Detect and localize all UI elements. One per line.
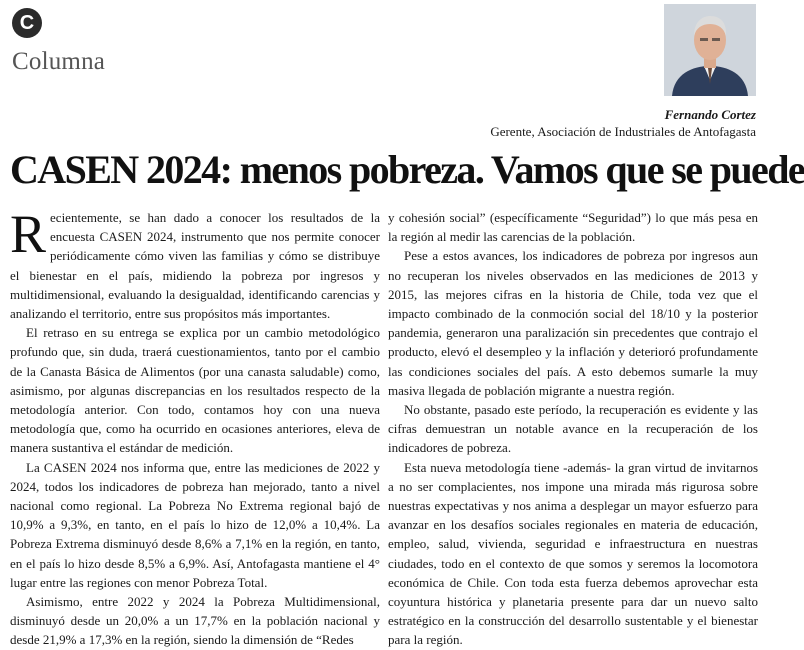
article-paragraph (10, 204, 380, 323)
headline: CASEN 2024: menos pobreza. Vamos que se puede (10, 147, 804, 192)
dropcap: R (10, 204, 47, 264)
author-portrait-icon (664, 4, 756, 96)
paragraph-text: ecientemente, se han dado a conocer los resultados de la encuesta CASEN 2024, instrumento que nos permite conocer periódicamente cómo viven las familias y cómo se distribuye el bienestar en el país, midiendo la pobreza por ingresos y multidimensional, evaluando la desigualdad, identificando carencias y analizando el territorio, entre sus propósitos más importantes. (10, 210, 380, 322)
article-paragraph: La CASEN 2024 nos informa que, entre las mediciones de 2022 y 2024, todos los indicadores de pobreza han mejorado, tanto a nivel nacional como regional. La Pobreza No Extrema regional bajó de 10,9% a 9,3%, en tanto, en el país lo hizo de 12,0% a 10,4%. La Pobreza Extrema disminuyó desde 8,6% a 7,1% en la región, en tanto, en el país lo hizo desde 8,5% a 6,9%. Así, Antofagasta mantiene el 4° lugar entre las regiones con menor Pobreza Total. (10, 459, 380, 590)
section-label: Columna (12, 48, 106, 75)
author-photo (664, 4, 756, 96)
article-paragraph: El retraso en su entrega se explica por un cambio metodológico profundo que, sin duda, traerá cuestionamientos, tanto por el cambio de la Canasta Básica de Alimentos (por una canasta saludable) como, asimismo, por algunas discrepancias en los resultados respecto de la metodología anterior. Con todo, contamos hoy con una nueva metodología que, como ha ocurrido en ocasiones anteriores, eleva de manera sustantiva el estándar de medición. (10, 325, 380, 456)
article-paragraph: No obstante, pasado este período, la recuperación es evidente y las cifras demuestran un notable avance en la recuperación de los indicadores de pobreza. (388, 402, 758, 456)
article-column-right (388, 208, 758, 650)
author-name: Fernando Cortez (664, 107, 756, 122)
article-column-left (10, 204, 380, 650)
author-role: Gerente, Asociación de Industriales de Antofagasta (490, 124, 756, 139)
article-paragraph: Esta nueva metodología tiene -además- la gran virtud de invitarnos a no ser complacientes, nos impone una mirada más rigurosa sobre nuestras expectativas y nos anima a desplegar un mayor esfuerzo para avanzar en los desafíos sociales regionales en materia de educación, empleo, salud, vivienda, seguridad e infraestructura en nuestras ciudades, todo en el contexto de que somos y seremos la locomotora económica de Chile. Con toda esta fuerza debemos aprovechar esta coyuntura histórica y planetaria presente para dar un nuevo salto estratégico en la construcción del desarrollo sustentable y el bienestar para la región. (388, 459, 758, 648)
article-paragraph: Pese a estos avances, los indicadores de pobreza por ingresos aun no recuperan los niveles observados en las mediciones de 2013 y 2015, las mejores cifras en la historia de Chile, toda vez que el impacto combinado de la conmoción social del 18/10 y la posterior pandemia, generaron una paralización sin precedentes que contrajo el producto, elevó el desempleo y la inflación y deterioró profundamente las condiciones sociales del país. A esto debemos sumarle la muy masiva llegada de población migrante a nuestra región. (388, 248, 758, 398)
article-paragraph: Asimismo, entre 2022 y 2024 la Pobreza Multidimensional, disminuyó desde un 20,0% a un 17,7% en la población nacional y desde 21,9% a 17,3% en la región, siendo la dimensión de “Redes (10, 594, 380, 648)
section-badge: C (12, 8, 42, 38)
article-paragraph: y cohesión social” (específicamente “Seguridad”) lo que más pesa en la región al medir las carencias de la población. (388, 210, 758, 245)
